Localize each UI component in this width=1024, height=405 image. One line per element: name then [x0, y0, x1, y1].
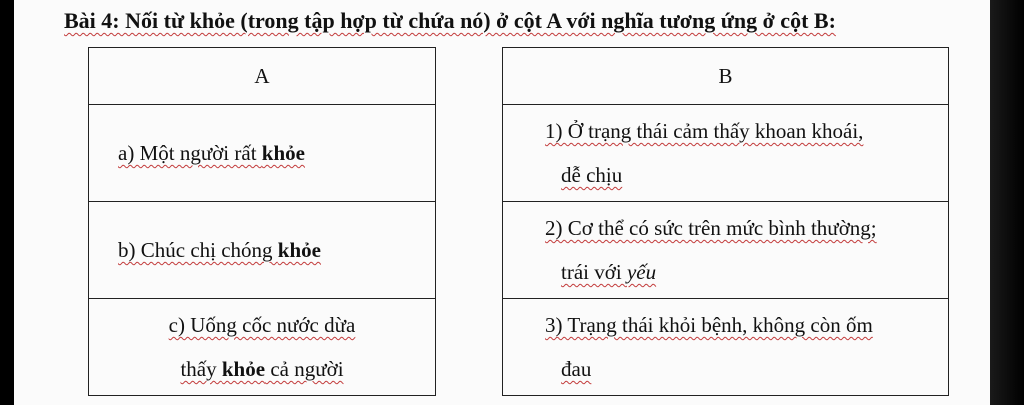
meaning-2-line2-prefix: trái với	[561, 260, 627, 284]
meaning-3-line2: đau	[561, 357, 592, 381]
left-dark-edge	[0, 0, 14, 405]
column-b-meaning-2	[503, 202, 949, 299]
item-c-line1: c) Uống cốc nước dừa	[168, 313, 356, 337]
item-a-text: a) Một người rất	[118, 141, 262, 165]
item-c-keyword: khỏe	[221, 357, 266, 381]
exercise-title: Bài 4: Nối từ khỏe (trong tập hợp từ chứa nó) ở cột A với nghĩa tương ứng ở cột B:	[64, 8, 836, 33]
meaning-2-line1: 2) Cơ thể có sức trên mức bình thường;	[545, 216, 877, 240]
meaning-2-line2-italic: yếu	[626, 260, 657, 284]
column-b-meaning-3	[503, 299, 949, 396]
item-c-line2-suffix: cả người	[265, 357, 344, 381]
meaning-1-line1: 1) Ở trạng thái cảm thấy khoan khoái,	[545, 119, 864, 143]
column-a-table	[88, 47, 436, 396]
column-a-item-c	[89, 299, 436, 396]
column-b-header: B	[503, 48, 949, 105]
item-c-line2-prefix: thấy	[180, 357, 222, 381]
meaning-3-line1: 3) Trạng thái khỏi bệnh, không còn ốm	[545, 313, 873, 337]
item-b-keyword: khỏe	[277, 238, 321, 262]
item-a-keyword: khỏe	[261, 141, 305, 165]
meaning-1-line2: dễ chịu	[561, 163, 623, 187]
document-page	[14, 0, 990, 405]
column-a-item-a	[89, 105, 436, 202]
item-b-text: b) Chúc chị chóng	[118, 238, 278, 262]
column-a-item-b	[89, 202, 436, 299]
column-a-header: A	[89, 48, 436, 105]
column-b-table	[502, 47, 949, 396]
column-b-meaning-1	[503, 105, 949, 202]
right-dark-edge	[990, 0, 1024, 405]
